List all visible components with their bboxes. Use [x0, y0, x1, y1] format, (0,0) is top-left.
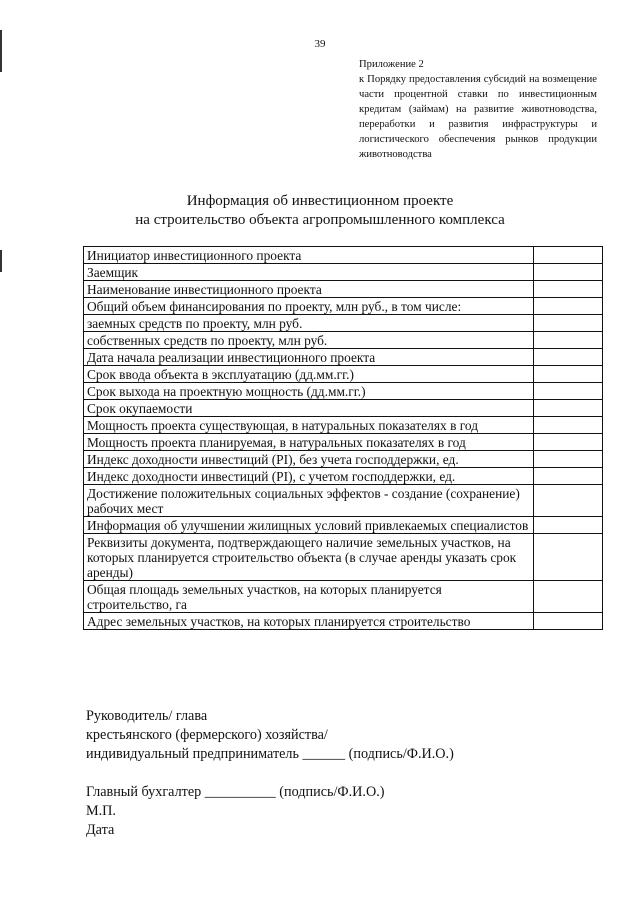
row-label: Достижение положительных социальных эффектов - создание (сохранение) рабочих мест: [84, 485, 534, 517]
table-row: [84, 485, 603, 517]
row-value-cell[interactable]: [534, 485, 603, 517]
scan-edge-mark-bottom: [0, 250, 2, 272]
table-row: [84, 332, 603, 349]
document-title: [0, 192, 640, 230]
project-info-table: [83, 246, 603, 630]
table-row: [84, 349, 603, 366]
row-label: Реквизиты документа, подтверждающего наличие земельных участков, на которых планируется строительство объекта (в случае аренды указать срок аренды): [84, 534, 534, 581]
row-value-cell[interactable]: [534, 281, 603, 298]
row-label: Дата начала реализации инвестиционного проекта: [84, 349, 534, 366]
page-number: 39: [314, 38, 326, 50]
row-value-cell[interactable]: [534, 468, 603, 485]
row-value-cell[interactable]: [534, 366, 603, 383]
row-label: Заемщик: [84, 264, 534, 281]
row-label: Информация об улучшении жилищных условий привлекаемых специалистов: [84, 517, 534, 534]
row-value-cell[interactable]: [534, 417, 603, 434]
table-row: [84, 383, 603, 400]
table-row: [84, 281, 603, 298]
row-value-cell[interactable]: [534, 400, 603, 417]
head-line-2: крестьянского (фермерского) хозяйства/: [86, 727, 328, 743]
row-label: собственных средств по проекту, млн руб.: [84, 332, 534, 349]
signature-block: [86, 707, 606, 840]
stamp-label: М.П.: [86, 803, 116, 819]
row-value-cell[interactable]: [534, 315, 603, 332]
row-value-cell[interactable]: [534, 383, 603, 400]
row-value-cell[interactable]: [534, 298, 603, 315]
table-row: [84, 451, 603, 468]
row-value-cell[interactable]: [534, 264, 603, 281]
row-label: заемных средств по проекту, млн руб.: [84, 315, 534, 332]
table-row: [84, 264, 603, 281]
row-label: Общий объем финансирования по проекту, млн руб., в том числе:: [84, 298, 534, 315]
table-row: [84, 434, 603, 451]
table-row: [84, 417, 603, 434]
row-label: Адрес земельных участков, на которых планируется строительство: [84, 613, 534, 630]
row-value-cell[interactable]: [534, 581, 603, 613]
row-label: Индекс доходности инвестиций (PI), без учета господдержки, ед.: [84, 451, 534, 468]
row-value-cell[interactable]: [534, 517, 603, 534]
accountant-signature-line: Главный бухгалтер __________ (подпись/Ф.И.О.): [86, 784, 385, 800]
row-label: Индекс доходности инвестиций (PI), с учетом господдержки, ед.: [84, 468, 534, 485]
table-row: [84, 468, 603, 485]
scan-edge-mark-top: [0, 30, 2, 72]
appendix-title: Приложение 2: [359, 59, 424, 70]
row-value-cell[interactable]: [534, 247, 603, 264]
appendix-body: к Порядку предоставления субсидий на возмещение части процентной ставки по инвестиционным кредитам (займам) на развитие животноводства, переработки и развития инфраструктуры и логистического обеспечения рынков продукции животноводства: [359, 74, 597, 160]
row-value-cell[interactable]: [534, 332, 603, 349]
row-value-cell[interactable]: [534, 613, 603, 630]
head-signature-line: индивидуальный предприниматель ______ (подпись/Ф.И.О.): [86, 746, 454, 762]
date-label: Дата: [86, 822, 115, 838]
row-label: Срок выхода на проектную мощность (дд.мм.гг.): [84, 383, 534, 400]
head-line-1: Руководитель/ глава: [86, 708, 208, 724]
table-row: [84, 534, 603, 581]
table-row: [84, 366, 603, 383]
table-row: [84, 517, 603, 534]
table-row: [84, 581, 603, 613]
row-label: Срок окупаемости: [84, 400, 534, 417]
table-row: [84, 247, 603, 264]
row-value-cell[interactable]: [534, 534, 603, 581]
row-value-cell[interactable]: [534, 451, 603, 468]
row-label: Мощность проекта существующая, в натуральных показателях в год: [84, 417, 534, 434]
title-line-1: Информация об инвестиционном проекте: [186, 193, 454, 209]
table-row: [84, 400, 603, 417]
row-value-cell[interactable]: [534, 349, 603, 366]
row-label: Срок ввода объекта в эксплуатацию (дд.мм.гг.): [84, 366, 534, 383]
row-label: Мощность проекта планируемая, в натуральных показателях в год: [84, 434, 534, 451]
title-line-2: на строительство объекта агропромышленного комплекса: [135, 212, 505, 228]
appendix-note: [359, 57, 597, 162]
row-label: Общая площадь земельных участков, на которых планируется строительство, га: [84, 581, 534, 613]
row-label: Наименование инвестиционного проекта: [84, 281, 534, 298]
table-row: [84, 613, 603, 630]
row-label: Инициатор инвестиционного проекта: [84, 247, 534, 264]
row-value-cell[interactable]: [534, 434, 603, 451]
table-row: [84, 298, 603, 315]
table-row: [84, 315, 603, 332]
